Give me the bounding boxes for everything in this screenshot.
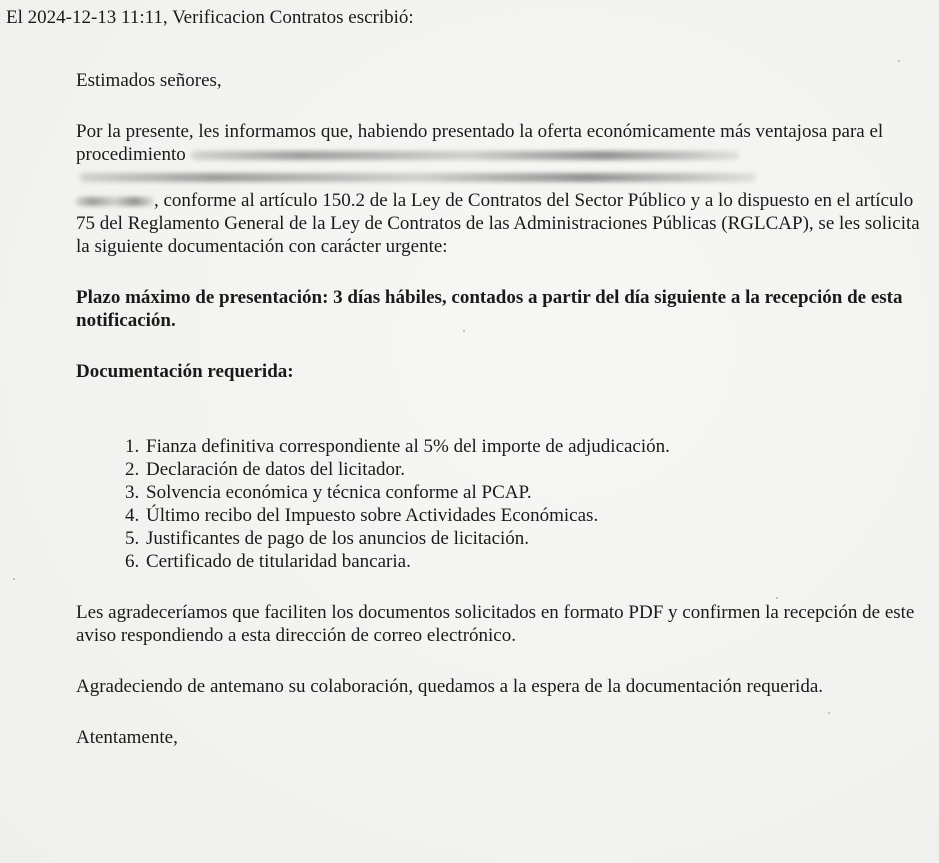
list-item: 6. Certificado de titularidad bancaria. bbox=[144, 550, 926, 573]
request-paragraph: Les agradeceríamos que faciliten los documentos solicitados en formato PDF y confirmen la recepción de este aviso respondiendo a esta dirección de correo electrónico. bbox=[76, 602, 915, 646]
scan-speck bbox=[13, 578, 15, 580]
closing: Atentamente, bbox=[76, 727, 178, 748]
documents-list bbox=[76, 435, 926, 573]
scan-speck bbox=[463, 330, 465, 332]
deadline-notice: Plazo máximo de presentación: 3 días hábiles, contados a partir del día siguiente a la recepción de esta notificación. bbox=[76, 287, 903, 331]
scan-speck bbox=[828, 712, 830, 714]
intro-text-end: , conforme al artículo 150.2 de la Ley de Contratos del Sector Público y a lo dispuesto en el artículo 75 del Reglamento General de la Ley de Contratos de las Administraciones Públicas (RGLCAP), se les solicita la siguiente documentación con carácter urgente: bbox=[76, 190, 920, 257]
redacted-procedure-name bbox=[191, 151, 739, 160]
scan-speck bbox=[776, 597, 778, 599]
documents-heading: Documentación requerida: bbox=[76, 361, 294, 382]
list-item: 4. Último recibo del Impuesto sobre Actividades Económicas. bbox=[144, 504, 926, 527]
intro-text-start: Por la presente, les informamos que, habiendo presentado la oferta económicamente más ventajosa para el procedimiento bbox=[76, 121, 884, 165]
list-item: 5. Justificantes de pago de los anuncios de licitación. bbox=[144, 527, 926, 550]
list-item: 2. Declaración de datos del licitador. bbox=[144, 458, 926, 481]
scan-speck bbox=[898, 60, 900, 62]
letter-body bbox=[76, 69, 926, 749]
greeting: Estimados señores, bbox=[76, 70, 222, 91]
redacted-procedure-code bbox=[76, 197, 154, 206]
quoted-email-header: El 2024-12-13 11:11, Verificacion Contratos escribió: bbox=[6, 7, 414, 28]
redacted-text-block bbox=[80, 173, 756, 182]
intro-paragraph bbox=[76, 120, 926, 258]
list-item: 3. Solvencia económica y técnica conforme al PCAP. bbox=[144, 481, 926, 504]
thanks-paragraph: Agradeciendo de antemano su colaboración, quedamos a la espera de la documentación requerida. bbox=[76, 676, 824, 697]
redacted-line bbox=[76, 166, 926, 189]
list-item: 1. Fianza definitiva correspondiente al 5% del importe de adjudicación. bbox=[144, 435, 926, 458]
